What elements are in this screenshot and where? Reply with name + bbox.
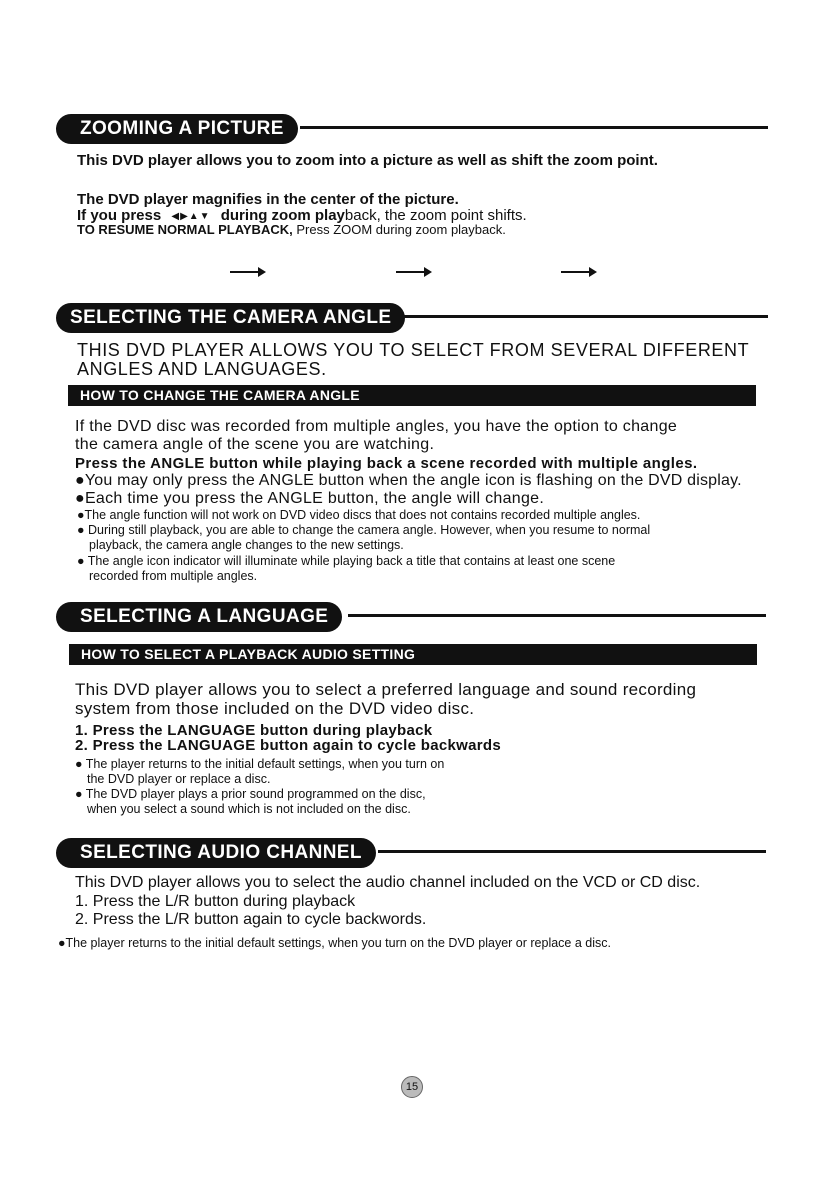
arrow-icon: [396, 271, 430, 273]
audio-step-1: 1. Press the L/R button during playback: [75, 893, 356, 910]
zoom-shift-lead: If you press: [77, 207, 162, 224]
angle-heading-rule: [404, 315, 768, 318]
zoom-heading: ZOOMING A PICTURE: [56, 114, 298, 144]
angle-bullet-2: ●Each time you press the ANGLE button, the angle will change.: [75, 490, 545, 507]
zoom-resume-note: [77, 222, 506, 237]
language-para-2: system from those included on the DVD video disc.: [75, 699, 475, 718]
language-note-2a: ● The DVD player plays a prior sound programmed on the disc,: [75, 787, 426, 801]
angle-bullet-5b: recorded from multiple angles.: [89, 569, 258, 583]
page-number: 15: [401, 1076, 423, 1098]
language-note-1b: the DVD player or replace a disc.: [87, 772, 271, 786]
language-heading-rule: [348, 614, 766, 617]
language-para-1: This DVD player allows you to select a preferred language and sound recording: [75, 680, 697, 699]
zoom-center-note: The DVD player magnifies in the center of the picture.: [77, 191, 459, 208]
angle-bullet-1: ●You may only press the ANGLE button when the angle icon is flashing on the DVD display.: [75, 472, 742, 489]
angle-intro-1: THIS DVD PLAYER ALLOWS YOU TO SELECT FROM SEVERAL DIFFERENT: [77, 340, 750, 360]
angle-instruction: Press the ANGLE button while playing back a scene recorded with multiple angles.: [75, 455, 698, 472]
language-note-1a: ● The player returns to the initial default settings, when you turn on: [75, 757, 445, 771]
angle-para-2: the camera angle of the scene you are watching.: [75, 436, 435, 453]
audio-heading: SELECTING AUDIO CHANNEL: [56, 838, 376, 868]
zoom-heading-rule: [300, 126, 768, 129]
angle-intro-2: ANGLES AND LANGUAGES.: [77, 359, 327, 379]
language-step-2: 2. Press the LANGUAGE button again to cycle backwards: [75, 737, 502, 754]
language-subheading: HOW TO SELECT A PLAYBACK AUDIO SETTING: [69, 644, 757, 665]
zoom-resume-lead: TO RESUME NORMAL PLAYBACK,: [77, 222, 293, 237]
language-heading: SELECTING A LANGUAGE: [56, 602, 342, 632]
zoom-shift-rest: back, the zoom point shifts.: [344, 207, 527, 224]
audio-step-2: 2. Press the L/R button again to cycle backwords.: [75, 911, 427, 928]
language-step-1: 1. Press the LANGUAGE button during playback: [75, 722, 433, 739]
arrow-icon: [230, 271, 264, 273]
direction-arrows-icon: ◀▶▲▼: [171, 210, 211, 222]
zoom-intro: This DVD player allows you to zoom into a picture as well as shift the zoom point.: [77, 152, 658, 169]
angle-para-1: If the DVD disc was recorded from multiple angles, you have the option to change: [75, 418, 678, 435]
angle-bullet-4b: playback, the camera angle changes to the new settings.: [89, 538, 404, 552]
arrow-icon: [561, 271, 595, 273]
angle-bullet-5a: ● The angle icon indicator will illuminate while playing back a title that contains at least one scene: [77, 554, 616, 568]
zoom-shift-mid: during zoom play: [220, 207, 345, 224]
angle-subheading: HOW TO CHANGE THE CAMERA ANGLE: [68, 385, 756, 406]
audio-note: ●The player returns to the initial default settings, when you turn on the DVD player or replace a disc.: [58, 936, 611, 950]
audio-para: This DVD player allows you to select the audio channel included on the VCD or CD disc.: [75, 874, 701, 891]
audio-heading-rule: [378, 850, 766, 853]
angle-heading: SELECTING THE CAMERA ANGLE: [56, 303, 405, 333]
zoom-resume-rest: Press ZOOM during zoom playback.: [292, 222, 506, 237]
language-note-2b: when you select a sound which is not included on the disc.: [87, 802, 411, 816]
angle-bullet-4a: ● During still playback, you are able to change the camera angle. However, when you resume to normal: [77, 523, 651, 537]
angle-bullet-3: ●The angle function will not work on DVD video discs that does not contains recorded multiple angles.: [77, 508, 641, 522]
